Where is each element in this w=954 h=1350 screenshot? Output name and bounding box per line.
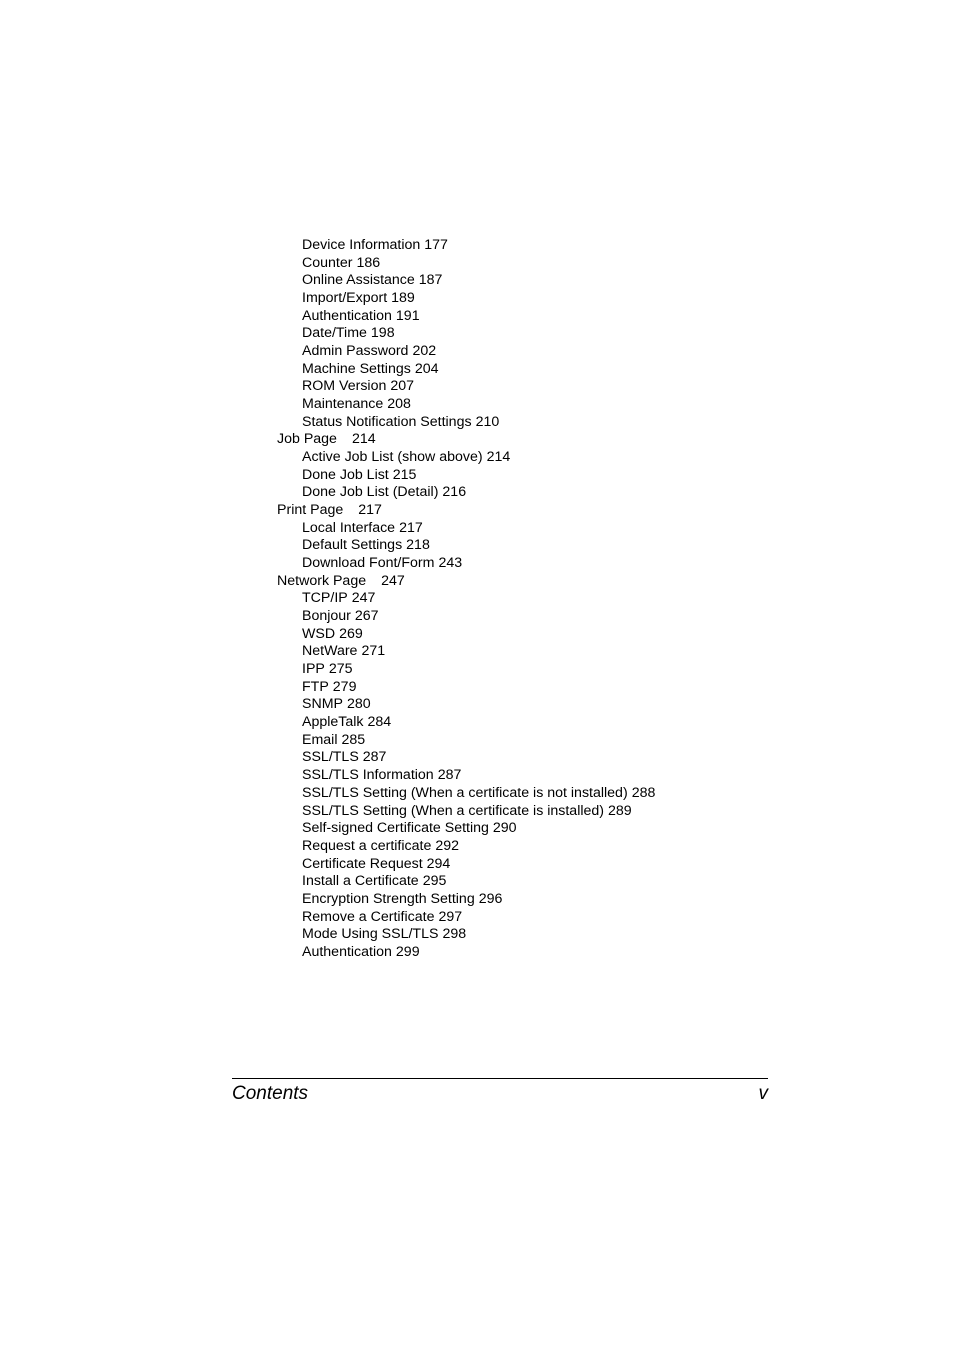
toc-entry-page: 289 xyxy=(608,802,632,819)
toc-subsection-entry[interactable] xyxy=(277,396,877,414)
toc-entry-page: 243 xyxy=(438,555,463,572)
toc-entry-title: Network Page xyxy=(277,572,367,589)
toc-entry-title: Maintenance xyxy=(302,396,384,413)
toc-entry-page: 267 xyxy=(354,608,379,625)
toc-entry-title: Remove a Certificate xyxy=(302,908,435,925)
toc-entry-page: 187 xyxy=(418,272,443,289)
toc-entry-title: Bonjour xyxy=(302,608,351,625)
toc-entry-title: TCP/IP xyxy=(302,590,348,607)
toc-entry-page: 202 xyxy=(412,343,437,360)
toc-subsection-entry[interactable] xyxy=(277,732,877,750)
toc-entry-page: 269 xyxy=(339,625,363,642)
toc-entry-title: Self-signed Certificate Setting xyxy=(302,820,489,837)
toc-subsection-entry[interactable] xyxy=(277,361,877,379)
toc-entry-page: 215 xyxy=(392,466,417,483)
toc-subsection-entry[interactable] xyxy=(277,237,877,255)
toc-entry-page: 296 xyxy=(478,890,503,907)
toc-entry-page: 247 xyxy=(351,590,376,607)
toc-subsection-entry[interactable] xyxy=(277,484,877,502)
toc-subsection-entry[interactable] xyxy=(277,537,877,555)
toc-entry-page: 287 xyxy=(437,767,462,784)
toc-entry-title: Done Job List (Detail) xyxy=(302,484,439,501)
toc-entry-title: Request a certificate xyxy=(302,837,432,854)
toc-subsection-entry[interactable] xyxy=(277,909,877,927)
toc-subsection-entry[interactable] xyxy=(277,944,877,962)
toc-subsection-entry[interactable] xyxy=(277,414,877,432)
toc-subsection-entry[interactable] xyxy=(277,926,877,944)
toc-entry-title: SSL/TLS xyxy=(302,749,359,766)
toc-entry-title: ROM Version xyxy=(302,378,387,395)
toc-subsection-entry[interactable] xyxy=(277,785,877,803)
toc-entry-page: 198 xyxy=(370,325,395,342)
toc-entry-page: 294 xyxy=(426,855,451,872)
toc-entry-title: Install a Certificate xyxy=(302,873,419,890)
toc-entry-page: 210 xyxy=(475,413,500,430)
toc-entry-page: 275 xyxy=(328,661,353,678)
toc-entry-title: Encryption Strength Setting xyxy=(302,890,475,907)
toc-subsection-entry[interactable] xyxy=(277,643,877,661)
table-of-contents xyxy=(277,237,877,962)
toc-entry-page: 279 xyxy=(332,678,357,695)
toc-entry-title: Download Font/Form xyxy=(302,555,435,572)
toc-entry-page: 292 xyxy=(435,837,460,854)
toc-entry-title: Import/Export xyxy=(302,290,388,307)
toc-subsection-entry[interactable] xyxy=(277,290,877,308)
toc-subsection-entry[interactable] xyxy=(277,590,877,608)
toc-subsection-entry[interactable] xyxy=(277,608,877,626)
toc-subsection-entry[interactable] xyxy=(277,467,877,485)
footer-title: Contents xyxy=(232,1083,309,1104)
toc-entry-page: 298 xyxy=(442,926,467,943)
toc-entry-title: Mode Using SSL/TLS xyxy=(302,926,439,943)
toc-entry-page: 284 xyxy=(367,714,392,731)
toc-subsection-entry[interactable] xyxy=(277,873,877,891)
toc-entry-title: Device Information xyxy=(302,237,421,253)
toc-entry-page: 290 xyxy=(492,820,517,837)
toc-subsection-entry[interactable] xyxy=(277,696,877,714)
toc-subsection-entry[interactable] xyxy=(277,803,877,821)
toc-subsection-entry[interactable] xyxy=(277,661,877,679)
toc-entry-title: Authentication xyxy=(302,307,392,324)
toc-subsection-entry[interactable] xyxy=(277,449,877,467)
toc-entry-page: 217 xyxy=(358,502,382,519)
toc-subsection-entry[interactable] xyxy=(277,378,877,396)
toc-subsection-entry[interactable] xyxy=(277,820,877,838)
toc-subsection-entry[interactable] xyxy=(277,749,877,767)
toc-entry-title: Certificate Request xyxy=(302,855,423,872)
toc-entry-title: Email xyxy=(302,731,338,748)
toc-entry-title: NetWare xyxy=(302,643,358,660)
toc-subsection-entry[interactable] xyxy=(277,679,877,697)
toc-entry-title: SNMP xyxy=(302,696,343,713)
toc-entry-title: Local Interface xyxy=(302,519,396,536)
toc-entry-title: Print Page xyxy=(277,502,344,519)
toc-entry-title: Default Settings xyxy=(302,537,403,554)
toc-entry-title: SSL/TLS Setting (When a certificate is not installed) xyxy=(302,784,628,801)
toc-entry-page: 288 xyxy=(631,784,656,801)
toc-entry-title: Admin Password xyxy=(302,343,409,360)
toc-entry-title: Job Page xyxy=(277,431,337,448)
toc-section-entry[interactable] xyxy=(277,573,877,591)
toc-subsection-entry[interactable] xyxy=(277,714,877,732)
toc-entry-title: SSL/TLS Setting (When a certificate is installed) xyxy=(302,802,605,819)
toc-entry-page: 280 xyxy=(347,696,371,713)
toc-entry-page: 247 xyxy=(381,572,405,589)
toc-entry-title: AppleTalk xyxy=(302,714,364,731)
toc-entry-page: 214 xyxy=(351,431,376,448)
toc-entry-page: 295 xyxy=(422,873,447,890)
toc-subsection-entry[interactable] xyxy=(277,325,877,343)
toc-entry-title: IPP xyxy=(302,661,325,678)
toc-entry-title: Authentication xyxy=(302,943,392,960)
toc-subsection-entry[interactable] xyxy=(277,767,877,785)
toc-entry-title: SSL/TLS Information xyxy=(302,767,434,784)
toc-entry-title: Machine Settings xyxy=(302,360,411,377)
toc-subsection-entry[interactable] xyxy=(277,343,877,361)
toc-entry-title: Status Notification Settings xyxy=(302,413,472,430)
toc-subsection-entry[interactable] xyxy=(277,308,877,326)
toc-subsection-entry[interactable] xyxy=(277,626,877,644)
toc-entry-title: FTP xyxy=(302,678,329,695)
toc-entry-page: 177 xyxy=(424,237,448,253)
toc-subsection-entry[interactable] xyxy=(277,272,877,290)
toc-entry-title: WSD xyxy=(302,625,336,642)
toc-entry-page: 208 xyxy=(387,396,411,413)
toc-entry-page: 204 xyxy=(414,360,439,377)
toc-subsection-entry[interactable] xyxy=(277,856,877,874)
toc-entry-page: 191 xyxy=(395,307,420,324)
toc-section-entry[interactable] xyxy=(277,502,877,520)
toc-entry-page: 285 xyxy=(341,731,366,748)
toc-entry-page: 297 xyxy=(438,908,463,925)
toc-subsection-entry[interactable] xyxy=(277,520,877,538)
toc-entry-page: 214 xyxy=(486,449,511,466)
toc-entry-page: 216 xyxy=(442,484,467,501)
toc-subsection-entry[interactable] xyxy=(277,555,877,573)
toc-entry-page: 217 xyxy=(399,519,423,536)
toc-entry-title: Counter xyxy=(302,254,353,271)
toc-subsection-entry[interactable] xyxy=(277,838,877,856)
toc-entry-page: 207 xyxy=(390,378,415,395)
toc-subsection-entry[interactable] xyxy=(277,255,877,273)
toc-entry-title: Online Assistance xyxy=(302,272,415,289)
toc-entry-page: 189 xyxy=(391,290,415,307)
toc-entry-title: Done Job List xyxy=(302,466,389,483)
toc-entry-title: Active Job List (show above) xyxy=(302,449,483,466)
toc-section-entry[interactable] xyxy=(277,431,877,449)
page-footer xyxy=(232,1078,768,1104)
toc-entry-page: 299 xyxy=(395,943,420,960)
toc-entry-page: 271 xyxy=(361,643,386,660)
toc-entry-page: 218 xyxy=(406,537,430,554)
toc-entry-page: 287 xyxy=(362,749,387,766)
toc-entry-page: 186 xyxy=(356,254,381,271)
toc-entry-title: Date/Time xyxy=(302,325,367,342)
toc-subsection-entry[interactable] xyxy=(277,891,877,909)
footer-page-number: v xyxy=(758,1083,768,1104)
